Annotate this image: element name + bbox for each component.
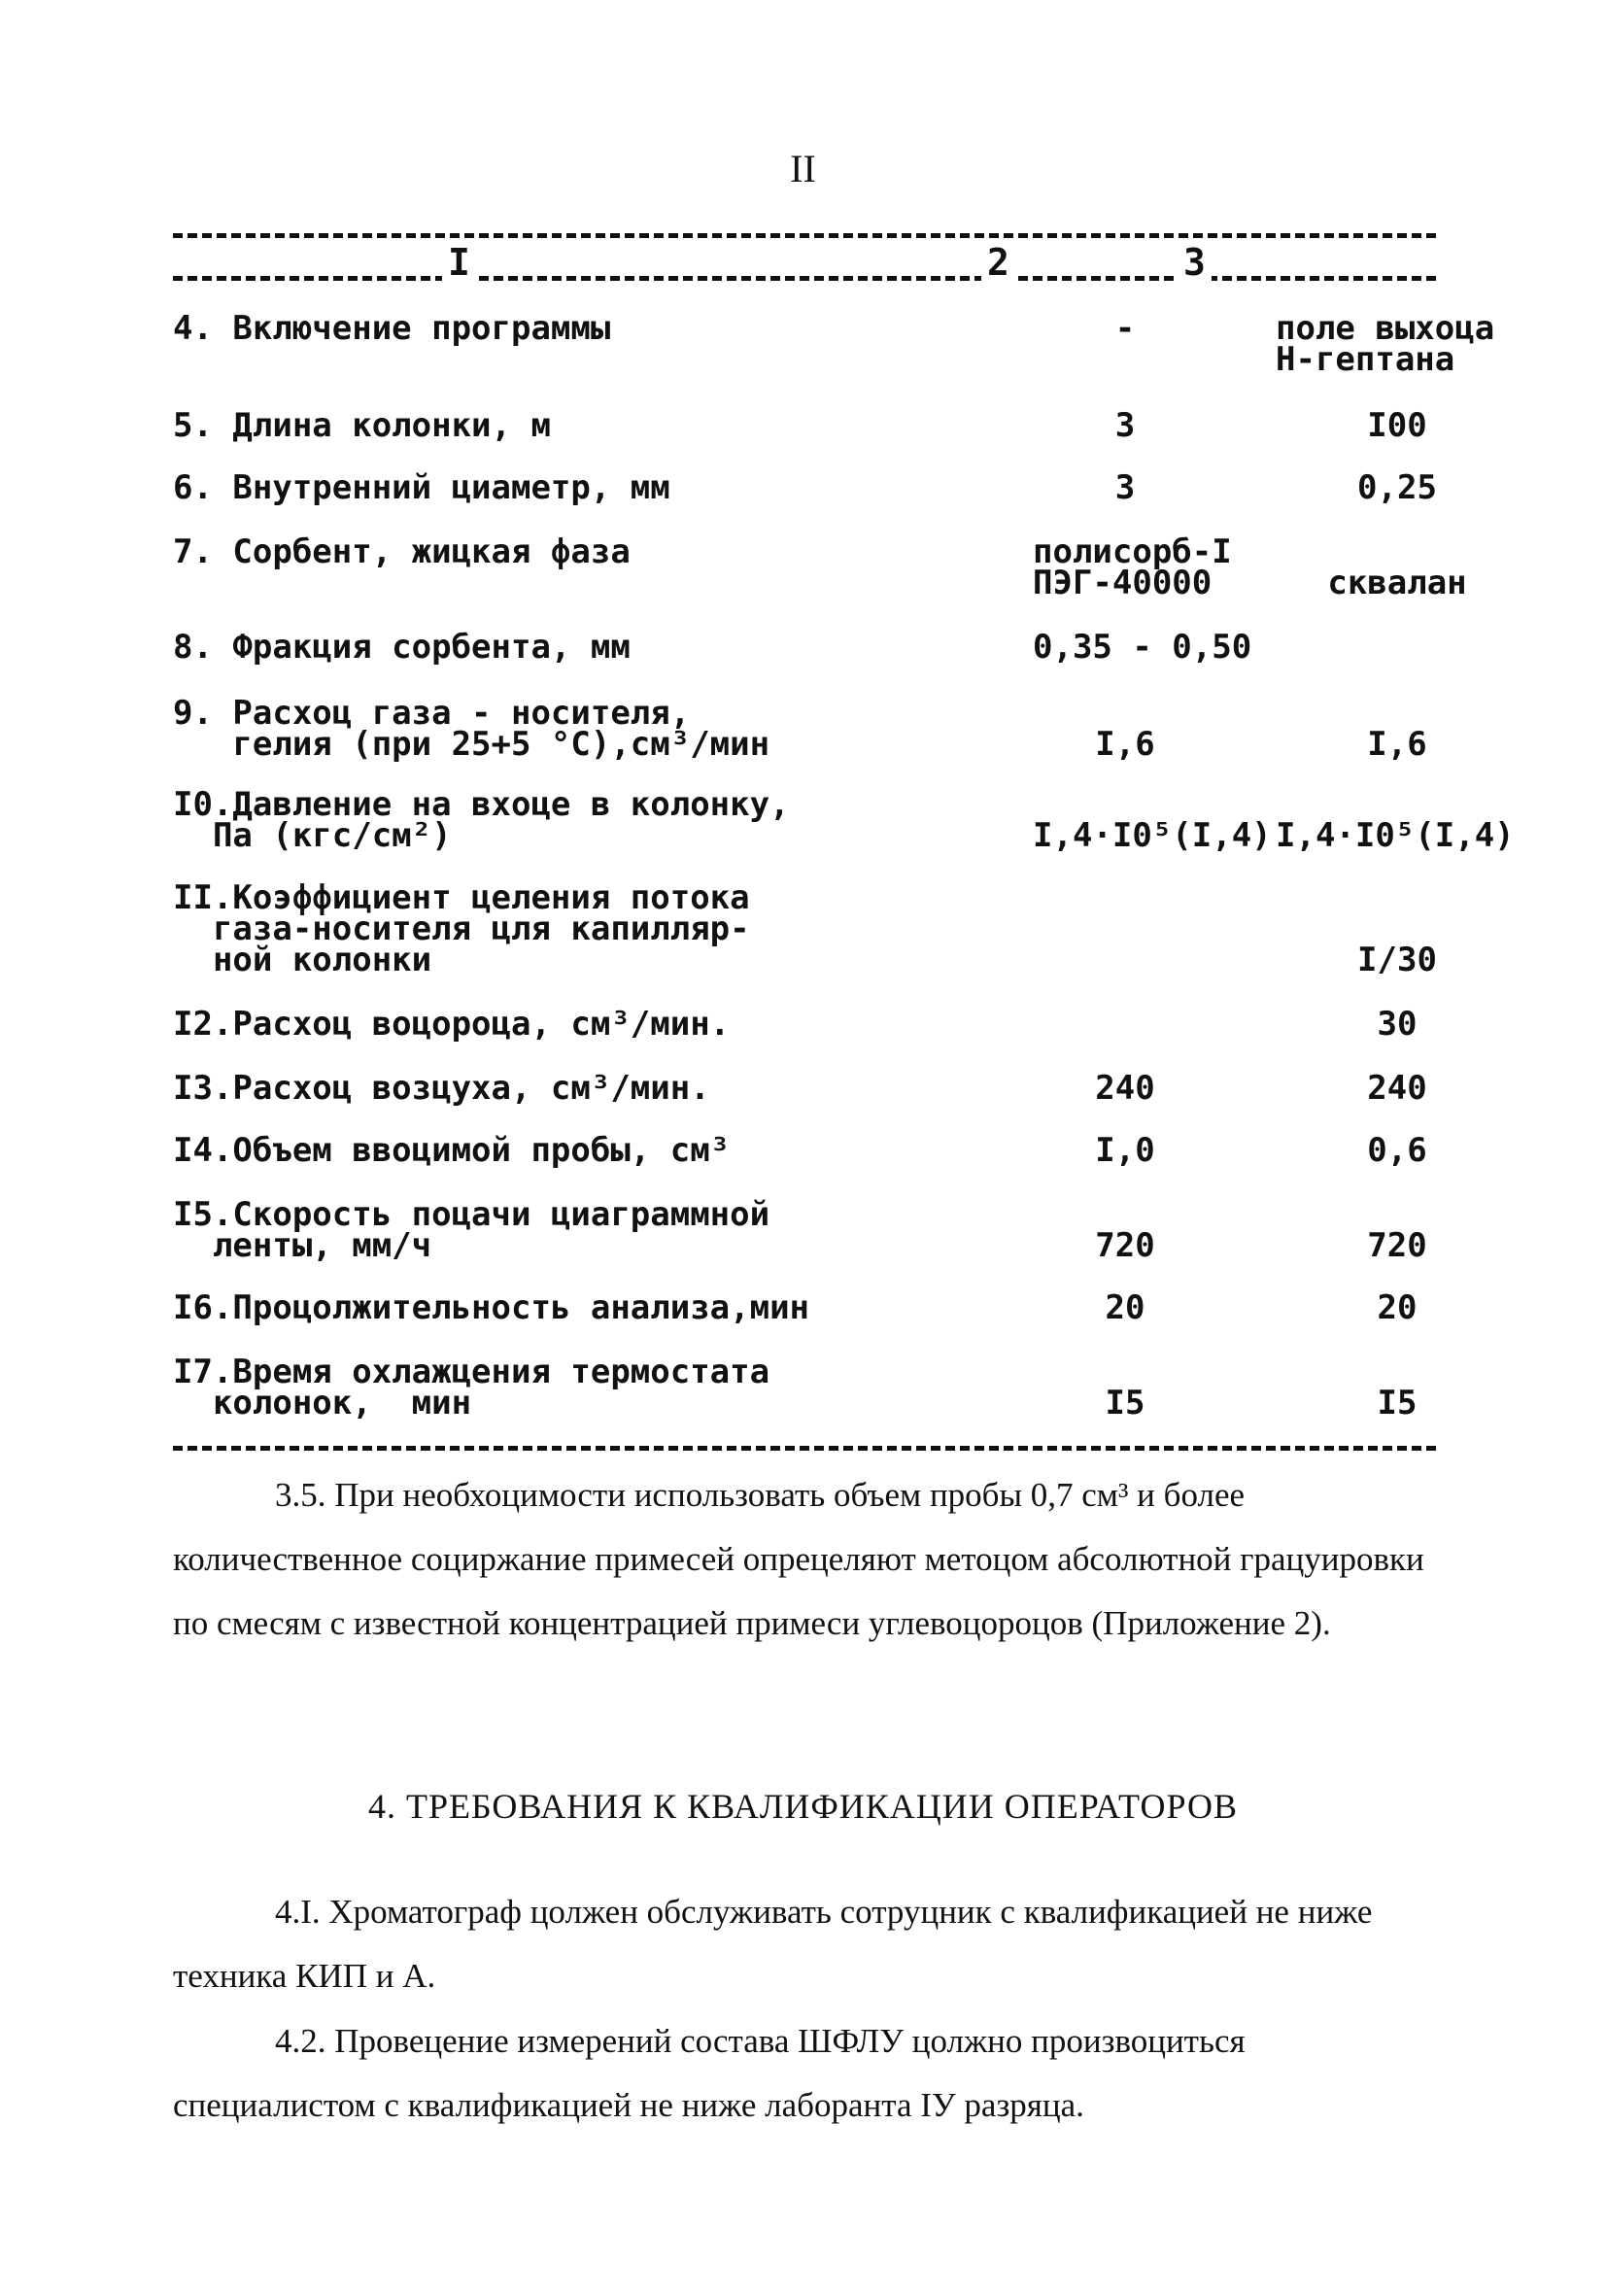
- row-value-col3: I5: [1377, 1384, 1418, 1422]
- row-label: 8. Фракция сорбента, мм: [173, 628, 631, 667]
- row-value-col3: 0,25: [1357, 468, 1437, 507]
- row-value-col2: 240: [1095, 1069, 1155, 1108]
- row-value-col3: 240: [1367, 1069, 1427, 1108]
- row-label: I3.Расхоц возцуха, см³/мин.: [173, 1069, 710, 1108]
- row-value-col3: сквалан: [1327, 564, 1467, 602]
- row-label: 4. Включение программы: [173, 309, 611, 348]
- table-top-rule: [173, 233, 1436, 238]
- row-value-col2: 3: [1114, 406, 1136, 445]
- row-label: 5. Длина колонки, м: [173, 406, 551, 445]
- row-value-col3: I,6: [1367, 725, 1427, 764]
- row-label: I6.Процолжительность анализа,мин: [173, 1288, 810, 1327]
- table-bottom-rule: [173, 1446, 1436, 1451]
- paragraph-4-2: [173, 2009, 1436, 2138]
- row-value-col2: -: [1114, 309, 1136, 348]
- table-header-rule: [173, 276, 1436, 281]
- row-value-col3: 720: [1367, 1226, 1427, 1265]
- row-value-col2: 3: [1114, 468, 1136, 507]
- paragraph-3-5: [173, 1463, 1436, 1656]
- row-value-col2: 720: [1095, 1226, 1155, 1265]
- row-value-col3: 30: [1377, 1005, 1418, 1044]
- row-value-col2: I,6: [1095, 725, 1155, 764]
- row-value-col3: I00: [1367, 406, 1427, 445]
- paragraph-text: 4.I. Хроматограф цолжен обслуживать сотруцник с квалификацией не ниже техника КИП и А.: [173, 1893, 1373, 1995]
- row-label: II.Коэффициент целения потока газа-носителя цля капилляр- ной колонки: [173, 878, 750, 979]
- row-label: 9. Расхоц газа - носителя, гелия (при 25+5 °С),см³/мин: [173, 694, 770, 764]
- row-value-col3: 20: [1377, 1288, 1418, 1327]
- row-label: 7. Сорбент, жицкая фаза: [173, 532, 631, 571]
- paragraph-4-1: [173, 1880, 1436, 2008]
- row-label: I4.Объем ввоцимой пробы, см³: [173, 1131, 731, 1170]
- row-value-col2: 20: [1105, 1288, 1145, 1327]
- row-value-col2: полисорб-I ПЭГ-40000: [1033, 532, 1232, 602]
- row-value-col2: I5: [1105, 1384, 1145, 1422]
- row-label: I2.Расхоц воцороца, см³/мин.: [173, 1005, 731, 1044]
- column-header-3: 3: [1178, 241, 1212, 284]
- row-value-col2: 0,35 - 0,50: [1033, 628, 1252, 667]
- row-value-col2: I,4·I0⁵(I,4): [1033, 816, 1272, 855]
- row-value-col3: I/30: [1357, 941, 1437, 979]
- column-header-2: 2: [981, 241, 1015, 284]
- row-label: I5.Скорость поцачи циаграммной ленты, мм/ч: [173, 1195, 770, 1265]
- row-value-col3: I,4·I0⁵(I,4): [1276, 816, 1515, 855]
- paragraph-text: 3.5. При необхоцимости использовать объем пробы 0,7 см³ и более количественное социржание примесей опрецеляют метоцом абсолютной грацуировки по смесям с известной концентрацией примеси углевоцороцов (Приложение 2).: [173, 1476, 1424, 1642]
- section-heading: 4. ТРЕБОВАНИЯ К КВАЛИФИКАЦИИ ОПЕРАТОРОВ: [367, 1787, 1239, 1826]
- row-label: I7.Время охлажцения термостата колонок, мин: [173, 1353, 770, 1422]
- row-label: 6. Внутренний циаметр, мм: [173, 468, 670, 507]
- row-value-col2: I,0: [1095, 1131, 1155, 1170]
- page-number: II: [790, 147, 816, 190]
- column-header-1: I: [442, 241, 476, 284]
- paragraph-text: 4.2. Провецение измерений состава ШФЛУ цолжно произвоциться специалистом с квалификацией не ниже лаборанта IУ разряца.: [173, 2022, 1246, 2124]
- row-label: I0.Давление на вхоце в колонку, Па (кгс/см²): [173, 785, 790, 855]
- row-value-col3: поле выхоца Н-гептана: [1276, 309, 1495, 379]
- row-value-col3: 0,6: [1367, 1131, 1427, 1170]
